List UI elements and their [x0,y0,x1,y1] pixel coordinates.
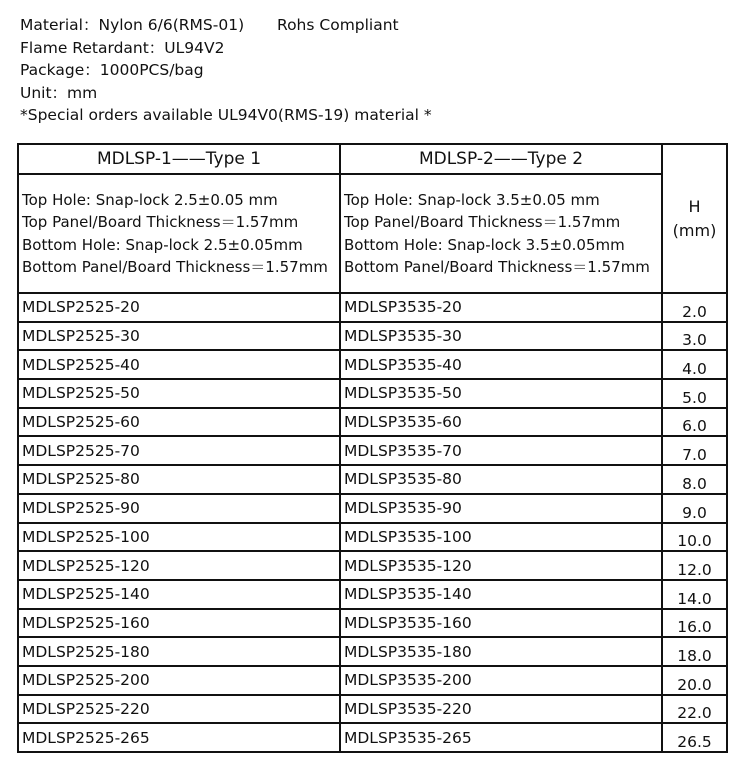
table-row [18,637,727,666]
table-row [18,523,727,552]
type1-part-number-cell: MDLSP2525-60 [18,408,340,437]
height-cell: 14.0 [662,580,727,609]
unit-line: Unit：mm [20,83,98,102]
height-cell: 10.0 [662,523,727,552]
height-cell: 26.5 [662,723,727,752]
type2-desc-line: Bottom Panel/Board Thickness＝1.57mm [344,258,650,276]
height-cell: 2.0 [662,293,727,322]
height-cell: 12.0 [662,551,727,580]
special-order-note: *Special orders available UL94V0(RMS-19) material * [20,106,432,124]
type1-part-number-cell: MDLSP2525-40 [18,350,340,379]
type1-part-number-cell: MDLSP2525-160 [18,609,340,638]
height-cell: 9.0 [662,494,727,523]
type1-part-number-cell: MDLSP2525-120 [18,551,340,580]
table-header-row [18,144,727,174]
flame-retardant-line: Flame Retardant：UL94V2 [20,38,225,57]
table-description-row [18,174,727,293]
type2-part-number-cell: MDLSP3535-100 [340,523,662,552]
type2-part-number-cell: MDLSP3535-60 [340,408,662,437]
spec-info-block [20,14,432,127]
table-row [18,580,727,609]
type1-part-number-cell: MDLSP2525-100 [18,523,340,552]
table-row [18,695,727,724]
type2-part-number-cell: MDLSP3535-220 [340,695,662,724]
spec-table [17,143,728,753]
type2-part-number-cell: MDLSP3535-50 [340,379,662,408]
type1-desc-line: Top Panel/Board Thickness＝1.57mm [22,213,299,231]
type1-part-number-cell: MDLSP2525-90 [18,494,340,523]
type2-part-number-cell: MDLSP3535-120 [340,551,662,580]
table-row [18,494,727,523]
type1-part-number-cell: MDLSP2525-140 [18,580,340,609]
type1-part-number-cell: MDLSP2525-265 [18,723,340,752]
rohs-note: Rohs Compliant [277,16,399,34]
type2-header: MDLSP-2——Type 2 [340,144,662,174]
type2-part-number-cell: MDLSP3535-30 [340,322,662,351]
table-row [18,322,727,351]
type1-description [18,174,340,293]
table-row [18,379,727,408]
type1-part-number-cell: MDLSP2525-220 [18,695,340,724]
type1-part-number-cell: MDLSP2525-200 [18,666,340,695]
type1-part-number-cell: MDLSP2525-20 [18,293,340,322]
type2-desc-line: Bottom Hole: Snap-lock 3.5±0.05mm [344,235,625,254]
h-unit-label: (mm) [672,220,717,240]
height-cell: 3.0 [662,322,727,351]
type1-desc-line: Bottom Hole: Snap-lock 2.5±0.05mm [22,235,303,254]
table-row [18,350,727,379]
table-row [18,408,727,437]
package-line: Package：1000PCS/bag [20,61,204,79]
height-cell: 20.0 [662,666,727,695]
height-cell: 22.0 [662,695,727,724]
type1-desc-line: Top Hole: Snap-lock 2.5±0.05 mm [22,190,278,209]
height-cell: 7.0 [662,436,727,465]
type2-part-number-cell: MDLSP3535-80 [340,465,662,494]
material-line: Material：Nylon 6/6(RMS-01) [20,16,245,34]
type2-desc-line: Top Hole: Snap-lock 3.5±0.05 mm [344,190,600,209]
type2-part-number-cell: MDLSP3535-90 [340,494,662,523]
type2-part-number-cell: MDLSP3535-200 [340,666,662,695]
type2-part-number-cell: MDLSP3535-40 [340,350,662,379]
type2-part-number-cell: MDLSP3535-180 [340,637,662,666]
table-row [18,293,727,322]
table-row [18,666,727,695]
type2-part-number-cell: MDLSP3535-265 [340,723,662,752]
type2-part-number-cell: MDLSP3535-20 [340,293,662,322]
table-row [18,551,727,580]
table-row [18,465,727,494]
table-row [18,436,727,465]
h-column-header [662,144,727,293]
height-cell: 6.0 [662,408,727,437]
table-row [18,723,727,752]
height-cell: 4.0 [662,350,727,379]
type1-desc-line: Bottom Panel/Board Thickness＝1.57mm [22,258,328,276]
height-cell: 16.0 [662,609,727,638]
type1-part-number-cell: MDLSP2525-70 [18,436,340,465]
type2-part-number-cell: MDLSP3535-140 [340,580,662,609]
type1-header: MDLSP-1——Type 1 [18,144,340,174]
type1-part-number-cell: MDLSP2525-180 [18,637,340,666]
h-label: H [688,196,701,216]
table-body [18,293,727,752]
type2-part-number-cell: MDLSP3535-160 [340,609,662,638]
type2-description [340,174,662,293]
type2-part-number-cell: MDLSP3535-70 [340,436,662,465]
type2-desc-line: Top Panel/Board Thickness＝1.57mm [344,213,621,231]
height-cell: 5.0 [662,379,727,408]
height-cell: 18.0 [662,637,727,666]
table-row [18,609,727,638]
height-cell: 8.0 [662,465,727,494]
type1-part-number-cell: MDLSP2525-30 [18,322,340,351]
type1-part-number-cell: MDLSP2525-50 [18,379,340,408]
type1-part-number-cell: MDLSP2525-80 [18,465,340,494]
